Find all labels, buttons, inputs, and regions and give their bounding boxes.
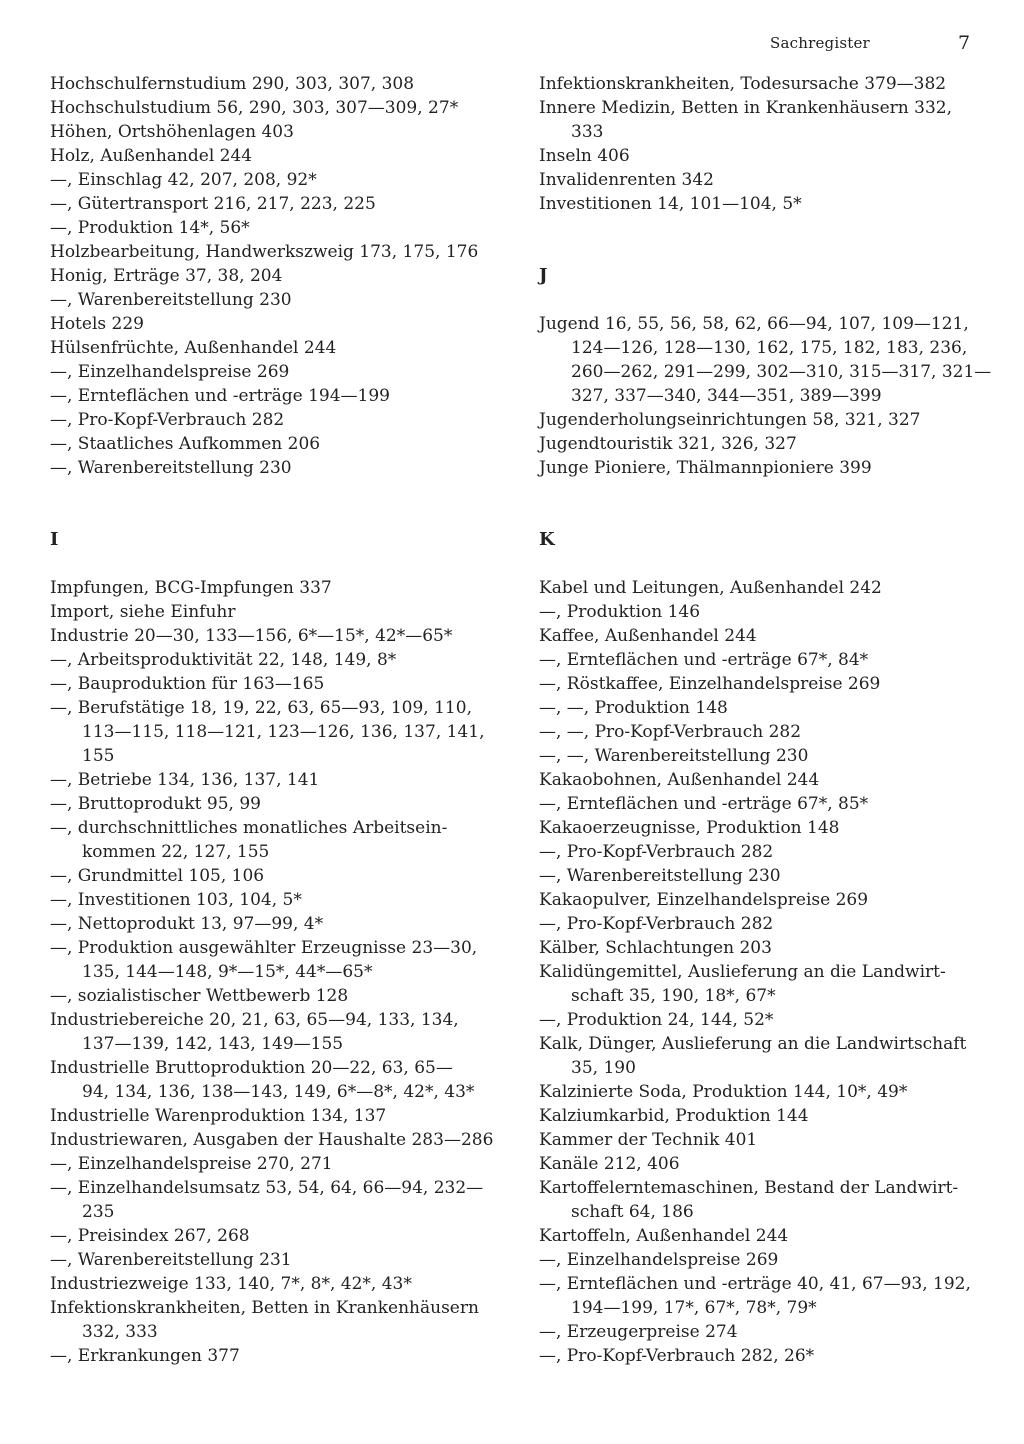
index-entry: Kalziumkarbid, Produktion 144 <box>539 1106 809 1126</box>
index-block-k <box>539 576 975 1368</box>
index-entry: schaft 35, 190, 18*, 67* <box>571 986 776 1006</box>
index-entry: —, Pro-Kopf-Verbrauch 282 <box>539 914 774 934</box>
index-entry: —, Pro-Kopf-Verbrauch 282 <box>539 842 774 862</box>
index-entry: Invalidenrenten 342 <box>539 170 714 190</box>
index-entry: —, Ernteflächen und -erträge 194—199 <box>50 386 390 406</box>
index-entry: Kammer der Technik 401 <box>539 1130 758 1150</box>
index-entry: Kakaopulver, Einzelhandelspreise 269 <box>539 890 869 910</box>
index-entry: Innere Medizin, Betten in Krankenhäusern 332, <box>539 98 952 118</box>
section-letter-i: I <box>50 529 59 550</box>
index-entry: —, Einzelhandelspreise 269 <box>539 1250 779 1270</box>
index-entry: Jugend 16, 55, 56, 58, 62, 66—94, 107, 109—121, <box>539 314 969 334</box>
index-entry: 113—115, 118—121, 123—126, 136, 137, 141, <box>82 722 485 742</box>
index-entry: Infektionskrankheiten, Todesursache 379—382 <box>539 74 947 94</box>
index-entry: Infektionskrankheiten, Betten in Krankenhäusern <box>50 1298 479 1318</box>
index-entry: —, Ernteflächen und -erträge 67*, 84* <box>539 650 869 670</box>
index-entry: —, Ernteflächen und -erträge 67*, 85* <box>539 794 869 814</box>
index-entry: Hotels 229 <box>50 314 144 334</box>
index-entry: —, Produktion 146 <box>539 602 701 622</box>
index-entry: Jugendtouristik 321, 326, 327 <box>539 434 797 454</box>
index-entry: Kaffee, Außenhandel 244 <box>539 626 757 646</box>
index-entry: —, Einschlag 42, 207, 208, 92* <box>50 170 317 190</box>
index-entry: —, Preisindex 267, 268 <box>50 1226 250 1246</box>
index-block-j <box>539 312 992 480</box>
index-entry: —, Pro-Kopf-Verbrauch 282 <box>50 410 285 430</box>
index-entry: —, Produktion ausgewählter Erzeugnisse 23—30, <box>50 938 478 958</box>
index-entry: Industrielle Warenproduktion 134, 137 <box>50 1106 387 1126</box>
index-entry: 260—262, 291—299, 302—310, 315—317, 321— <box>571 362 992 382</box>
index-entry: 327, 337—340, 344—351, 389—399 <box>571 386 882 406</box>
index-block-i-continued <box>539 72 975 216</box>
index-entry: —, Grundmittel 105, 106 <box>50 866 265 886</box>
index-entry: Kabel und Leitungen, Außenhandel 242 <box>539 578 882 598</box>
index-entry: —, Gütertransport 216, 217, 223, 225 <box>50 194 376 214</box>
index-entry: 137—139, 142, 143, 149—155 <box>82 1034 344 1054</box>
index-entry: Holz, Außenhandel 244 <box>50 146 253 166</box>
index-entry: —, Warenbereitstellung 230 <box>50 458 292 478</box>
index-entry: Hülsenfrüchte, Außenhandel 244 <box>50 338 337 358</box>
index-entry: —, Warenbereitstellung 230 <box>539 866 781 886</box>
index-entry: —, Nettoprodukt 13, 97—99, 4* <box>50 914 324 934</box>
index-entry: —, Betriebe 134, 136, 137, 141 <box>50 770 320 790</box>
right-column <box>539 72 992 1368</box>
index-entry: Kalk, Dünger, Auslieferung an die Landwirtschaft <box>539 1034 967 1054</box>
index-entry: Industriezweige 133, 140, 7*, 8*, 42*, 43* <box>50 1274 412 1294</box>
index-entry: —, —, Produktion 148 <box>539 698 728 718</box>
left-column <box>50 72 494 1368</box>
index-entry: —, Ernteflächen und -erträge 40, 41, 67—93, 192, <box>539 1274 971 1294</box>
index-entry: —, Erkrankungen 377 <box>50 1346 240 1366</box>
index-entry: Kälber, Schlachtungen 203 <box>539 938 772 958</box>
index-entry: Industriewaren, Ausgaben der Haushalte 283—286 <box>50 1130 494 1150</box>
index-block-i <box>50 576 494 1368</box>
index-entry: —, Warenbereitstellung 230 <box>50 290 292 310</box>
index-entry: —, Berufstätige 18, 19, 22, 63, 65—93, 109, 110, <box>50 698 472 718</box>
index-entry: —, Staatliches Aufkommen 206 <box>50 434 321 454</box>
index-entry: Kartoffeln, Außenhandel 244 <box>539 1226 789 1246</box>
index-entry: Honig, Erträge 37, 38, 204 <box>50 266 283 286</box>
section-letter-k: K <box>539 529 555 550</box>
index-entry: Industrielle Bruttoproduktion 20—22, 63, 65— <box>50 1058 453 1078</box>
index-entry: 333 <box>571 122 604 142</box>
index-entry: —, Produktion 14*, 56* <box>50 218 250 238</box>
page-number: 7 <box>958 32 971 54</box>
index-entry: Kakaobohnen, Außenhandel 244 <box>539 770 820 790</box>
index-entry: Junge Pioniere, Thälmannpioniere 399 <box>539 458 872 478</box>
index-entry: Industriebereiche 20, 21, 63, 65—94, 133, 134, <box>50 1010 459 1030</box>
index-entry: —, Bruttoprodukt 95, 99 <box>50 794 261 814</box>
section-letter-j: J <box>539 265 548 286</box>
index-entry: —, Bauproduktion für 163—165 <box>50 674 325 694</box>
index-entry: —, Röstkaffee, Einzelhandelspreise 269 <box>539 674 881 694</box>
index-entry: 235 <box>82 1202 115 1222</box>
index-block-h <box>50 72 486 480</box>
index-entry: —, Einzelhandelspreise 269 <box>50 362 290 382</box>
index-entry: —, durchschnittliches monatliches Arbeitsein- <box>50 818 448 838</box>
index-entry: Industrie 20—30, 133—156, 6*—15*, 42*—65* <box>50 626 453 646</box>
index-entry: Jugenderholungseinrichtungen 58, 321, 327 <box>539 410 921 430</box>
index-entry: —, Warenbereitstellung 231 <box>50 1250 292 1270</box>
index-entry: Kartoffelerntemaschinen, Bestand der Landwirt- <box>539 1178 959 1198</box>
index-entry: Inseln 406 <box>539 146 630 166</box>
index-entry: —, —, Warenbereitstellung 230 <box>539 746 809 766</box>
index-entry: —, Investitionen 103, 104, 5* <box>50 890 302 910</box>
index-entry: 124—126, 128—130, 162, 175, 182, 183, 236, <box>571 338 968 358</box>
index-entry: Hochschulfernstudium 290, 303, 307, 308 <box>50 74 415 94</box>
index-entry: 194—199, 17*, 67*, 78*, 79* <box>571 1298 817 1318</box>
index-entry: —, Produktion 24, 144, 52* <box>539 1010 774 1030</box>
index-entry: —, Erzeugerpreise 274 <box>539 1322 738 1342</box>
index-entry: Investitionen 14, 101—104, 5* <box>539 194 802 214</box>
index-entry: kommen 22, 127, 155 <box>82 842 270 862</box>
index-entry: Import, siehe Einfuhr <box>50 602 236 622</box>
index-entry: —, —, Pro-Kopf-Verbrauch 282 <box>539 722 802 742</box>
index-entry: —, Einzelhandelspreise 270, 271 <box>50 1154 333 1174</box>
index-entry: 332, 333 <box>82 1322 158 1342</box>
index-entry: —, Pro-Kopf-Verbrauch 282, 26* <box>539 1346 815 1366</box>
index-entry: Kalidüngemittel, Auslieferung an die Landwirt- <box>539 962 946 982</box>
index-entry: Höhen, Ortshöhenlagen 403 <box>50 122 294 142</box>
index-entry: —, Arbeitsproduktivität 22, 148, 149, 8* <box>50 650 397 670</box>
index-entry: 94, 134, 136, 138—143, 149, 6*—8*, 42*, 43* <box>82 1082 475 1102</box>
index-entry: schaft 64, 186 <box>571 1202 694 1222</box>
index-entry: —, sozialistischer Wettbewerb 128 <box>50 986 349 1006</box>
index-entry: 155 <box>82 746 115 766</box>
index-entry: Hochschulstudium 56, 290, 303, 307—309, 27* <box>50 98 459 118</box>
index-entry: Kanäle 212, 406 <box>539 1154 680 1174</box>
index-entry: —, Einzelhandelsumsatz 53, 54, 64, 66—94, 232— <box>50 1178 484 1198</box>
running-head: Sachregister <box>770 34 870 52</box>
index-entry: Impfungen, BCG-Impfungen 337 <box>50 578 332 598</box>
index-entry: 135, 144—148, 9*—15*, 44*—65* <box>82 962 373 982</box>
index-entry: Holzbearbeitung, Handwerkszweig 173, 175, 176 <box>50 242 479 262</box>
index-entry: 35, 190 <box>571 1058 636 1078</box>
index-entry: Kalzinierte Soda, Produktion 144, 10*, 49* <box>539 1082 908 1102</box>
index-entry: Kakaoerzeugnisse, Produktion 148 <box>539 818 840 838</box>
